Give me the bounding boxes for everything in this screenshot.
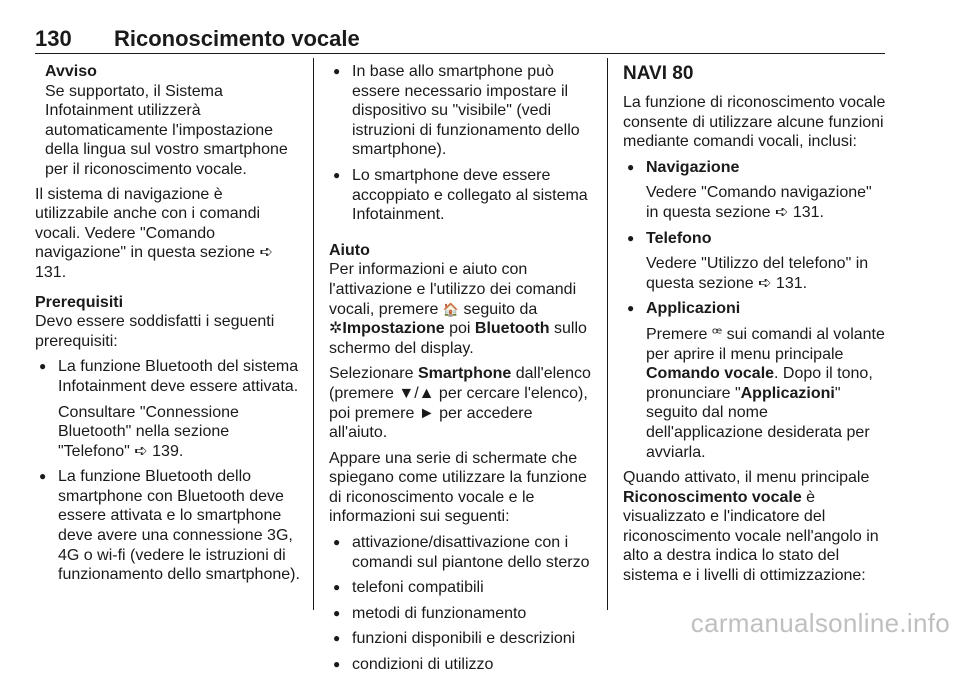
note-text: Se supportato, il Sistema Infotainment utilizzerà automaticamente l'impostazione della lingua sul vostro smartphone per il riconoscimento vocale.	[45, 82, 288, 178]
list-item	[35, 467, 300, 585]
text: è visualizzato e l'indicatore del riconoscimento vocale nell'angolo in alto a destra indica lo stato del sistema e i livelli di ottimizzazione:	[623, 488, 879, 585]
list-item	[329, 629, 594, 649]
note-box	[45, 62, 300, 180]
smartphone-label: Smartphone	[417, 365, 512, 383]
watermark: carmanualsonline.info	[690, 608, 950, 639]
bullet-text: telefoni compatibili	[352, 579, 484, 597]
column-1	[35, 62, 300, 591]
text: Quando attivato, il menu principale	[623, 469, 870, 487]
text: " seguito dal nome dell'applicazione desiderata per avviarla.	[646, 384, 870, 461]
list-item	[623, 299, 888, 462]
column-2	[329, 62, 594, 681]
list-item	[623, 158, 888, 223]
navigation-voice-paragraph: Il sistema di navigazione è utilizzabile anche con i comandi vocali. Vedere "Comando navigazione" in questa sezione ➪ 131.	[35, 185, 273, 281]
help-heading: Aiuto	[329, 241, 370, 259]
text: dall'elenco (premere ▼/▲ per cercare l'elenco), poi premere ► per accedere all'aiuto.	[329, 365, 591, 442]
home-icon: 🏠	[442, 301, 460, 317]
help-paragraph	[329, 260, 594, 358]
bullet-text: funzioni disponibili e descrizioni	[352, 630, 576, 648]
section-title: NAVI 80	[623, 63, 694, 84]
applications-title: ● Applicazioni	[646, 300, 741, 318]
list-item	[329, 578, 594, 598]
list-item	[623, 229, 888, 294]
impostazione-label: Impostazione	[342, 320, 445, 338]
column-divider-1	[313, 58, 314, 610]
navigation-text: Vedere "Comando navigazione" in questa sezione ➪ 131.	[646, 184, 872, 221]
bullet-text: attivazione/disattivazione con i comandi sul piantone dello sterzo	[352, 534, 590, 571]
list-item	[329, 533, 594, 572]
bullet-text: La funzione Bluetooth dello smartphone con Bluetooth deve essere attivata e lo smartphone deve avere una connessione 3G, 4G o wi-fi (vedere le istruzioni di funzionamento dello smartphone).	[58, 468, 300, 584]
bluetooth-label: Bluetooth	[474, 320, 550, 338]
bullet-text: In base allo smartphone può essere necessario impostare il dispositivo su "visibile" (vedi istruzioni di funzionamento dello smartphone).	[352, 63, 580, 159]
phone-title: ● Telefono	[646, 229, 712, 247]
navigation-title: ● Navigazione	[646, 158, 740, 176]
voice-functions-list	[623, 158, 888, 462]
applicazioni-label: Applicazioni	[740, 384, 835, 402]
note-title: Avviso	[45, 63, 97, 80]
list-item	[329, 62, 594, 160]
phone-text: Vedere "Utilizzo del telefono" in questa sezione ➪ 131.	[646, 255, 869, 292]
list-item	[329, 166, 594, 225]
text: Selezionare	[329, 365, 414, 383]
text: . Dopo il tono, pronunciare "	[646, 365, 873, 402]
text: poi	[449, 320, 471, 338]
text: Per informazioni e aiuto con l'attivazione e l'utilizzo dei comandi vocali, premere	[329, 261, 577, 318]
voice-command-icon: ꟹ	[711, 325, 723, 343]
activated-paragraph	[623, 468, 888, 586]
text: Premere	[646, 325, 708, 343]
prerequisites-intro: Devo essere soddisfatti i seguenti prerequisiti:	[35, 313, 275, 350]
bullet-text: La funzione Bluetooth del sistema Infotainment deve essere attivata.	[58, 358, 299, 395]
column-divider-2	[607, 58, 608, 610]
text: sullo schermo del display.	[329, 320, 587, 357]
riconoscimento-vocale-label: Riconoscimento vocale	[623, 488, 802, 506]
chapter-title: Riconoscimento vocale	[114, 26, 360, 51]
list-item	[329, 655, 594, 675]
bullet-text: Lo smartphone deve essere accoppiato e collegato al sistema Infotainment.	[352, 166, 588, 224]
bullet-text: metodi di funzionamento	[352, 604, 527, 622]
list-item	[329, 604, 594, 624]
screens-intro: Appare una serie di schermate che spiegano come utilizzare la funzione di riconoscimento vocale e le informazioni sui seguenti:	[329, 449, 587, 526]
prerequisites-list	[35, 357, 300, 585]
comando-vocale-label: Comando vocale	[646, 365, 775, 383]
bullet-text: condizioni di utilizzo	[352, 656, 494, 674]
navi-intro: La funzione di riconoscimento vocale consente di utilizzare alcune funzioni mediante comandi vocali, inclusi:	[623, 94, 886, 151]
bullet-extra: Consultare "Connessione Bluetooth" nella sezione "Telefono" ➪ 139.	[58, 403, 239, 460]
list-item	[35, 357, 300, 461]
settings-icon: ✲	[329, 320, 343, 338]
page-number: 130	[35, 26, 72, 51]
text: seguito da	[463, 300, 538, 318]
prerequisites-list-cont	[329, 62, 594, 225]
text: sui comandi al volante per aprire il menu principale	[646, 325, 885, 363]
help-topics-list	[329, 533, 594, 675]
header-rule	[35, 53, 885, 54]
page-header	[35, 26, 885, 52]
column-3	[623, 62, 888, 592]
prerequisites-heading: Prerequisiti	[35, 293, 124, 311]
select-smartphone-paragraph	[329, 364, 594, 442]
